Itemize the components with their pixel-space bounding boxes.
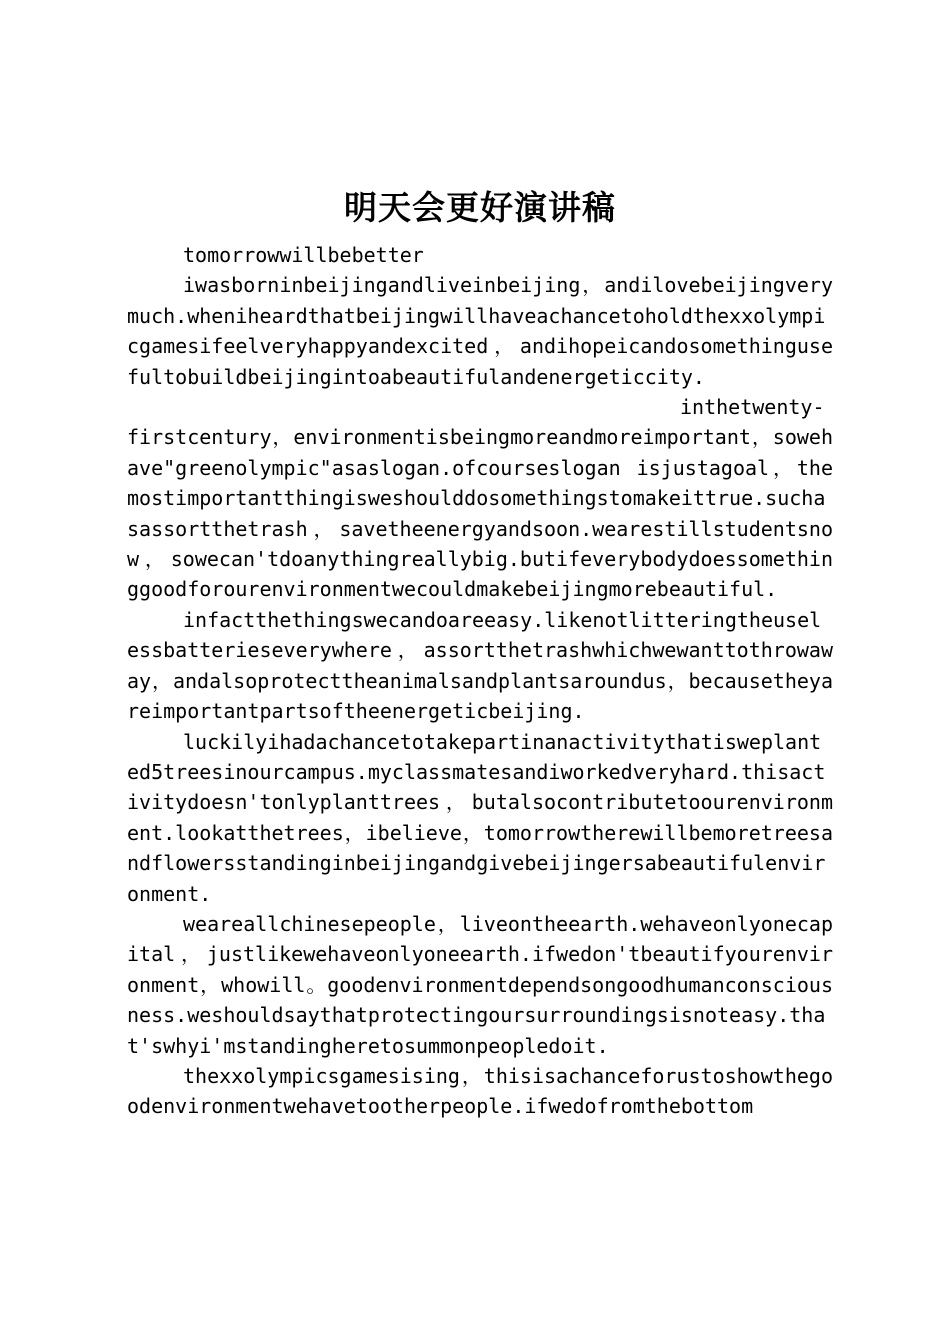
paragraph: thexxolympicsgamesising，thisisachanceforustoshowthegoodenvironmentwehavetootherpeople.ifwedofromthebottom [127,1063,833,1119]
paragraph: luckilyihadachancetotakepartinanactivitythatisweplanted5treesinourcampus.myclassmatesandiworkedveryhard.thisactivitydoesn'tonlyplanttrees，butalsocontributetoourenvironment.lookatthetrees，ibelieve，tomorrowtherewillbemoretreesandflowersstandinginbeijingandgivebeijingersabeautifulenvironment. [127,729,833,906]
paragraph: inthetwenty-firstcentury，environmentisbeingmoreandmoreimportant，sowehave"greenolympic"asaslogan.ofcourseslogan isjustagoal，themostimportantthingisweshoulddosomethingstomakeittrue.suchasassortthetrash，savetheenergyandsoon.wearestillstudentsnow，sowecan'tdoanythingreallybig.butifeverybodydoessomethinggoodforourenvironmentwecouldmakebeijingmorebeautiful. [127,395,833,602]
document-body [127,240,833,1122]
document-title: 明天会更好演讲稿 [344,188,616,227]
paragraph: infactthethingswecandoareeasy.likenotlitteringtheuselessbatterieseverywhere，assortthetrashwhichwewanttothrowaway，andalsoprotecttheanimalsandplantsaroundus，becausetheyareimportantpartsoftheenergeticbeijing. [127,607,833,724]
paragraph-heading: tomorrowwillbebetter [183,243,424,267]
paragraph: weareallchinesepeople，liveontheearth.wehaveonlyonecapital，justlikewehaveonlyoneearth.ifwedon'tbeautifyourenvironment，whowill。goodenvironmentdependsongoodhumanconsciousness.weshouldsaythatprotectingoursurroundingsisnoteasy.that'swhyi'mstandingheretosummonpeopledoit. [127,911,833,1058]
paragraph: iwasborninbeijingandliveinbeijing，andilovebeijingverymuch.wheniheardthatbeijingwillhaveachancetoholdthexxolympicgamesifeelveryhappyandexcited，andihopeicandosomethingusefultobuildbeijingintoabeautifulandenergeticcity. [127,273,833,389]
